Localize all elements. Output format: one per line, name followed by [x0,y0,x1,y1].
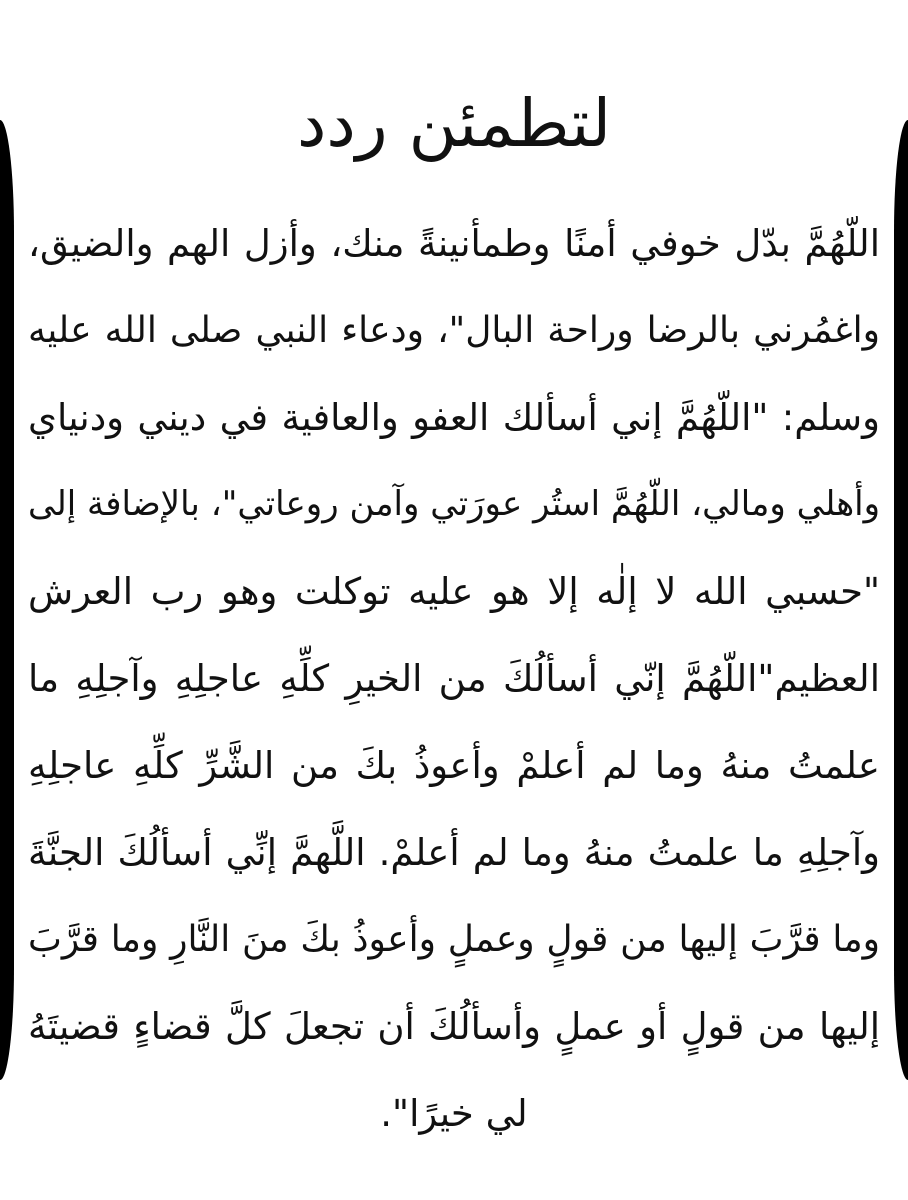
text-line: وما قرَّبَ إليها من قولٍ وعملٍ وأعوذُ بكَ منَ النَّارِ وما قرَّبَ [28,919,880,960]
text-line: وآجلِهِ ما علمتُ منهُ وما لم أعلمْ. اللَّهمَّ إنِّي أسألُكَ الجنَّةَ [28,831,880,874]
text-line: وأهلي ومالي، اللّهُمَّ استُر عورَتي وآمن روعاتي"، بالإضافة إلى [28,484,880,524]
text-line: وسلم: "اللّهُمَّ إني أسألك العفو والعافية في ديني ودنياي [28,396,880,439]
text-line: إليها من قولٍ أو عملٍ وأسألُكَ أن تجعلَ كلَّ قضاءٍ قضيتَهُ [28,1005,880,1048]
page-title: لتطمئن ردد [296,85,612,162]
left-edge-border [0,120,14,1080]
text-line: اللّهُمَّ بدّل خوفي أمنًا وطمأنينةً منك، وأزل الهم والضيق، [28,222,880,265]
text-line: العظيم"اللّهُمَّ إنّي أسألُكَ من الخيرِ كلِّهِ عاجلِهِ وآجلِهِ ما [28,657,880,700]
text-line: واغمُرني بالرضا وراحة البال"، ودعاء النبي صلى الله عليه [28,310,880,351]
dua-text-body [28,200,880,1157]
text-line: "حسبي الله لا إلٰه إلا هو عليه توكلت وهو رب العرش [28,570,880,613]
text-line-final: لي خيرًا". [380,1092,528,1135]
right-edge-border [894,120,908,1080]
text-line: علمتُ منهُ وما لم أعلمْ وأعوذُ بكَ من الشَّرِّ كلِّهِ عاجلِهِ [28,744,880,787]
